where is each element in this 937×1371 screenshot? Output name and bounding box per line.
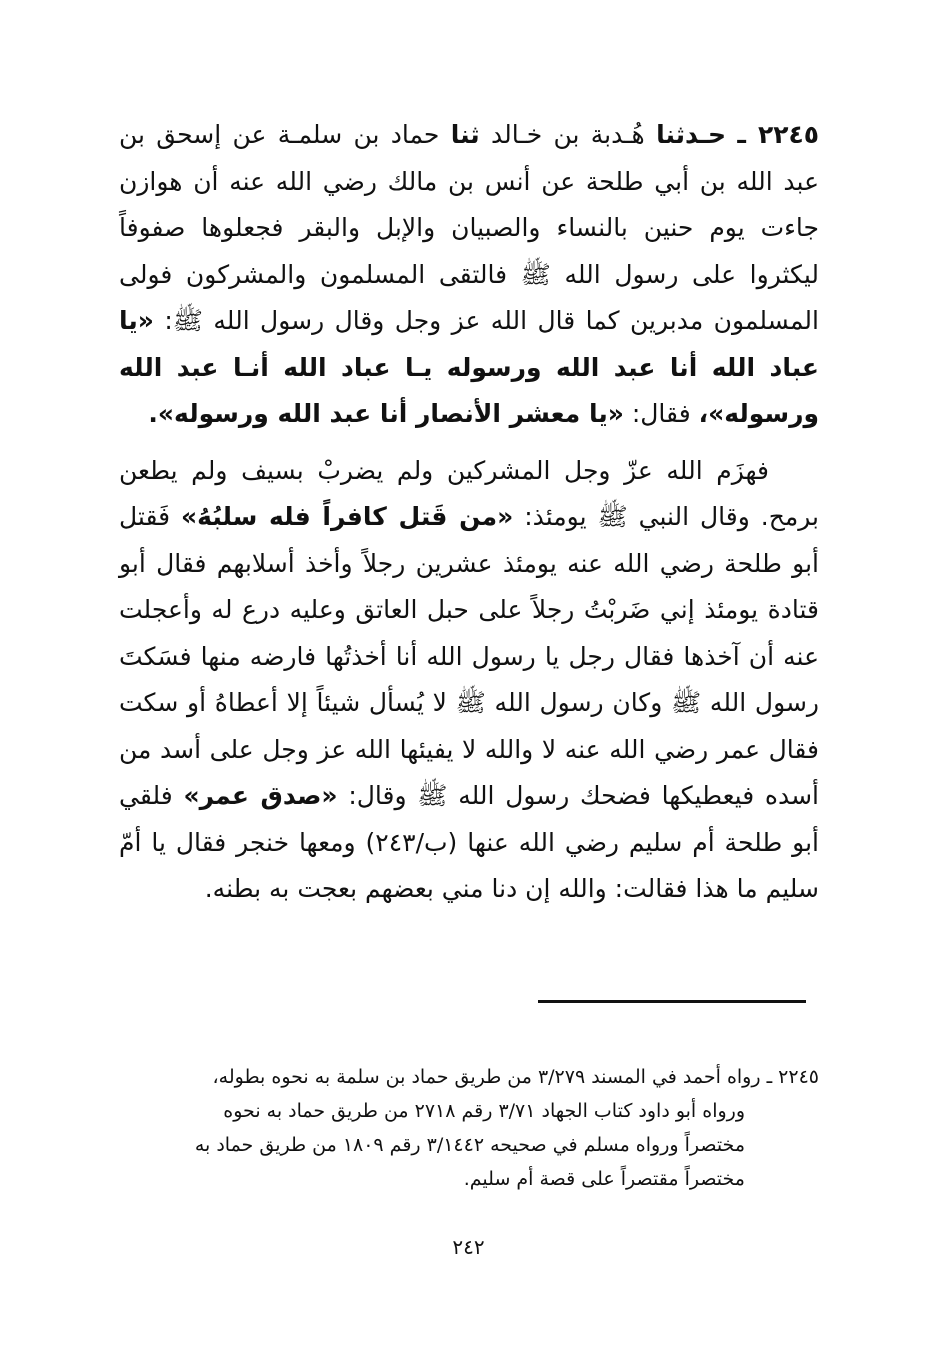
hadith-paragraph-2 [119,448,819,913]
footnote [119,1060,819,1196]
prophet-quote-2: «يا معشر الأنصار أنا عبد الله ورسوله». [148,399,624,428]
chain-narrator-1: هُـدبة بن خـالد [491,120,645,149]
paragraph-2-part-b: فَقتل أبو طلحة رضي الله عنه يومئذ عشرين رجلاً وأخذ أسلابهم فقال أبو قتادة يومئذ إني ضَربْتُ رجلاً على حبل العاتق وعليه درع له وأعجلت عنه أن آخذها فقال رجل يا رسول الله أنا أخذتُها فارضه منها فسَكتَ رسول الله ﷺ وكان رسول الله ﷺ لا يُسأل شيئاً إلا أعطاهُ أو سكت فقال عمر رضي الله عنه لا والله لا يفيئها الله عز وجل على أسد من أسده فيعطيكها فضحك رسول الله ﷺ وقال: [119,502,819,810]
prophet-quote-1: «يا عباد الله أنا عبد الله ورسوله يـا عباد الله أنـا عبد الله ورسوله»، [119,306,819,428]
chain-link: ثنا [450,120,480,149]
connector-text: فقال: [631,399,691,428]
footnote-line: مختصراً مقتصراً على قصة أم سليم. [463,1168,745,1190]
prophet-quote-3: «من قَتل كافراً فله سلبُهُ» [181,502,514,531]
footnote-line: مختصراً ورواه مسلم في صحيحه ٣/١٤٤٢ رقم ١٨٠٩ من طريق حماد به [194,1134,745,1156]
footnote-divider [538,1000,806,1003]
chain-narrators: حماد بن سلمـة عن إسحق بن عبد الله بن أبي طلحة عن أنس بن مالك رضي الله عنه أن هوازن جاءت يوم حنين بالنساء والصبيان والإبل والبقر فجعلوها صفوفاً ليكثروا على رسول الله ﷺ فالتقى المسلمون والمشركون فولى المسلمون مدبرين كما قال الله عز وجل وقال رسول الله ﷺ: [119,120,819,335]
paragraph-2-part-c: فلقي أبو طلحة أم سليم رضي الله عنها (ب/٢٤٣) ومعها خنجر فقال يا أمّ سليم ما هذا فقالت: والله إن دنا مني بعضهم بعجت به بطنه. [119,781,819,903]
hadith-paragraph-1 [119,112,819,438]
footnote-line: ٢٢٤٥ ـ رواه أحمد في المسند ٣/٢٧٩ من طريق حماد بن سلمة به نحوه بطوله، [212,1066,819,1088]
paragraph-2-part-a: فهزَم الله عزّ وجل المشركين ولم يضربْ بسيف ولم يطعن برمح. وقال النبي ﷺ يومئذ: [119,455,819,531]
page-number: ٢٤٢ [452,1235,485,1259]
hadith-number: ٢٢٤٥ ـ [737,120,820,149]
footnote-line: ورواه أبو داود كتاب الجهاد ٣/٧١ رقم ٢٧١٨ من طريق حماد به نحوه [223,1100,745,1122]
hadith-body [119,112,819,913]
prophet-quote-4: «صدق عمر» [183,781,338,810]
narration-intro: حـدثنا [656,120,727,149]
